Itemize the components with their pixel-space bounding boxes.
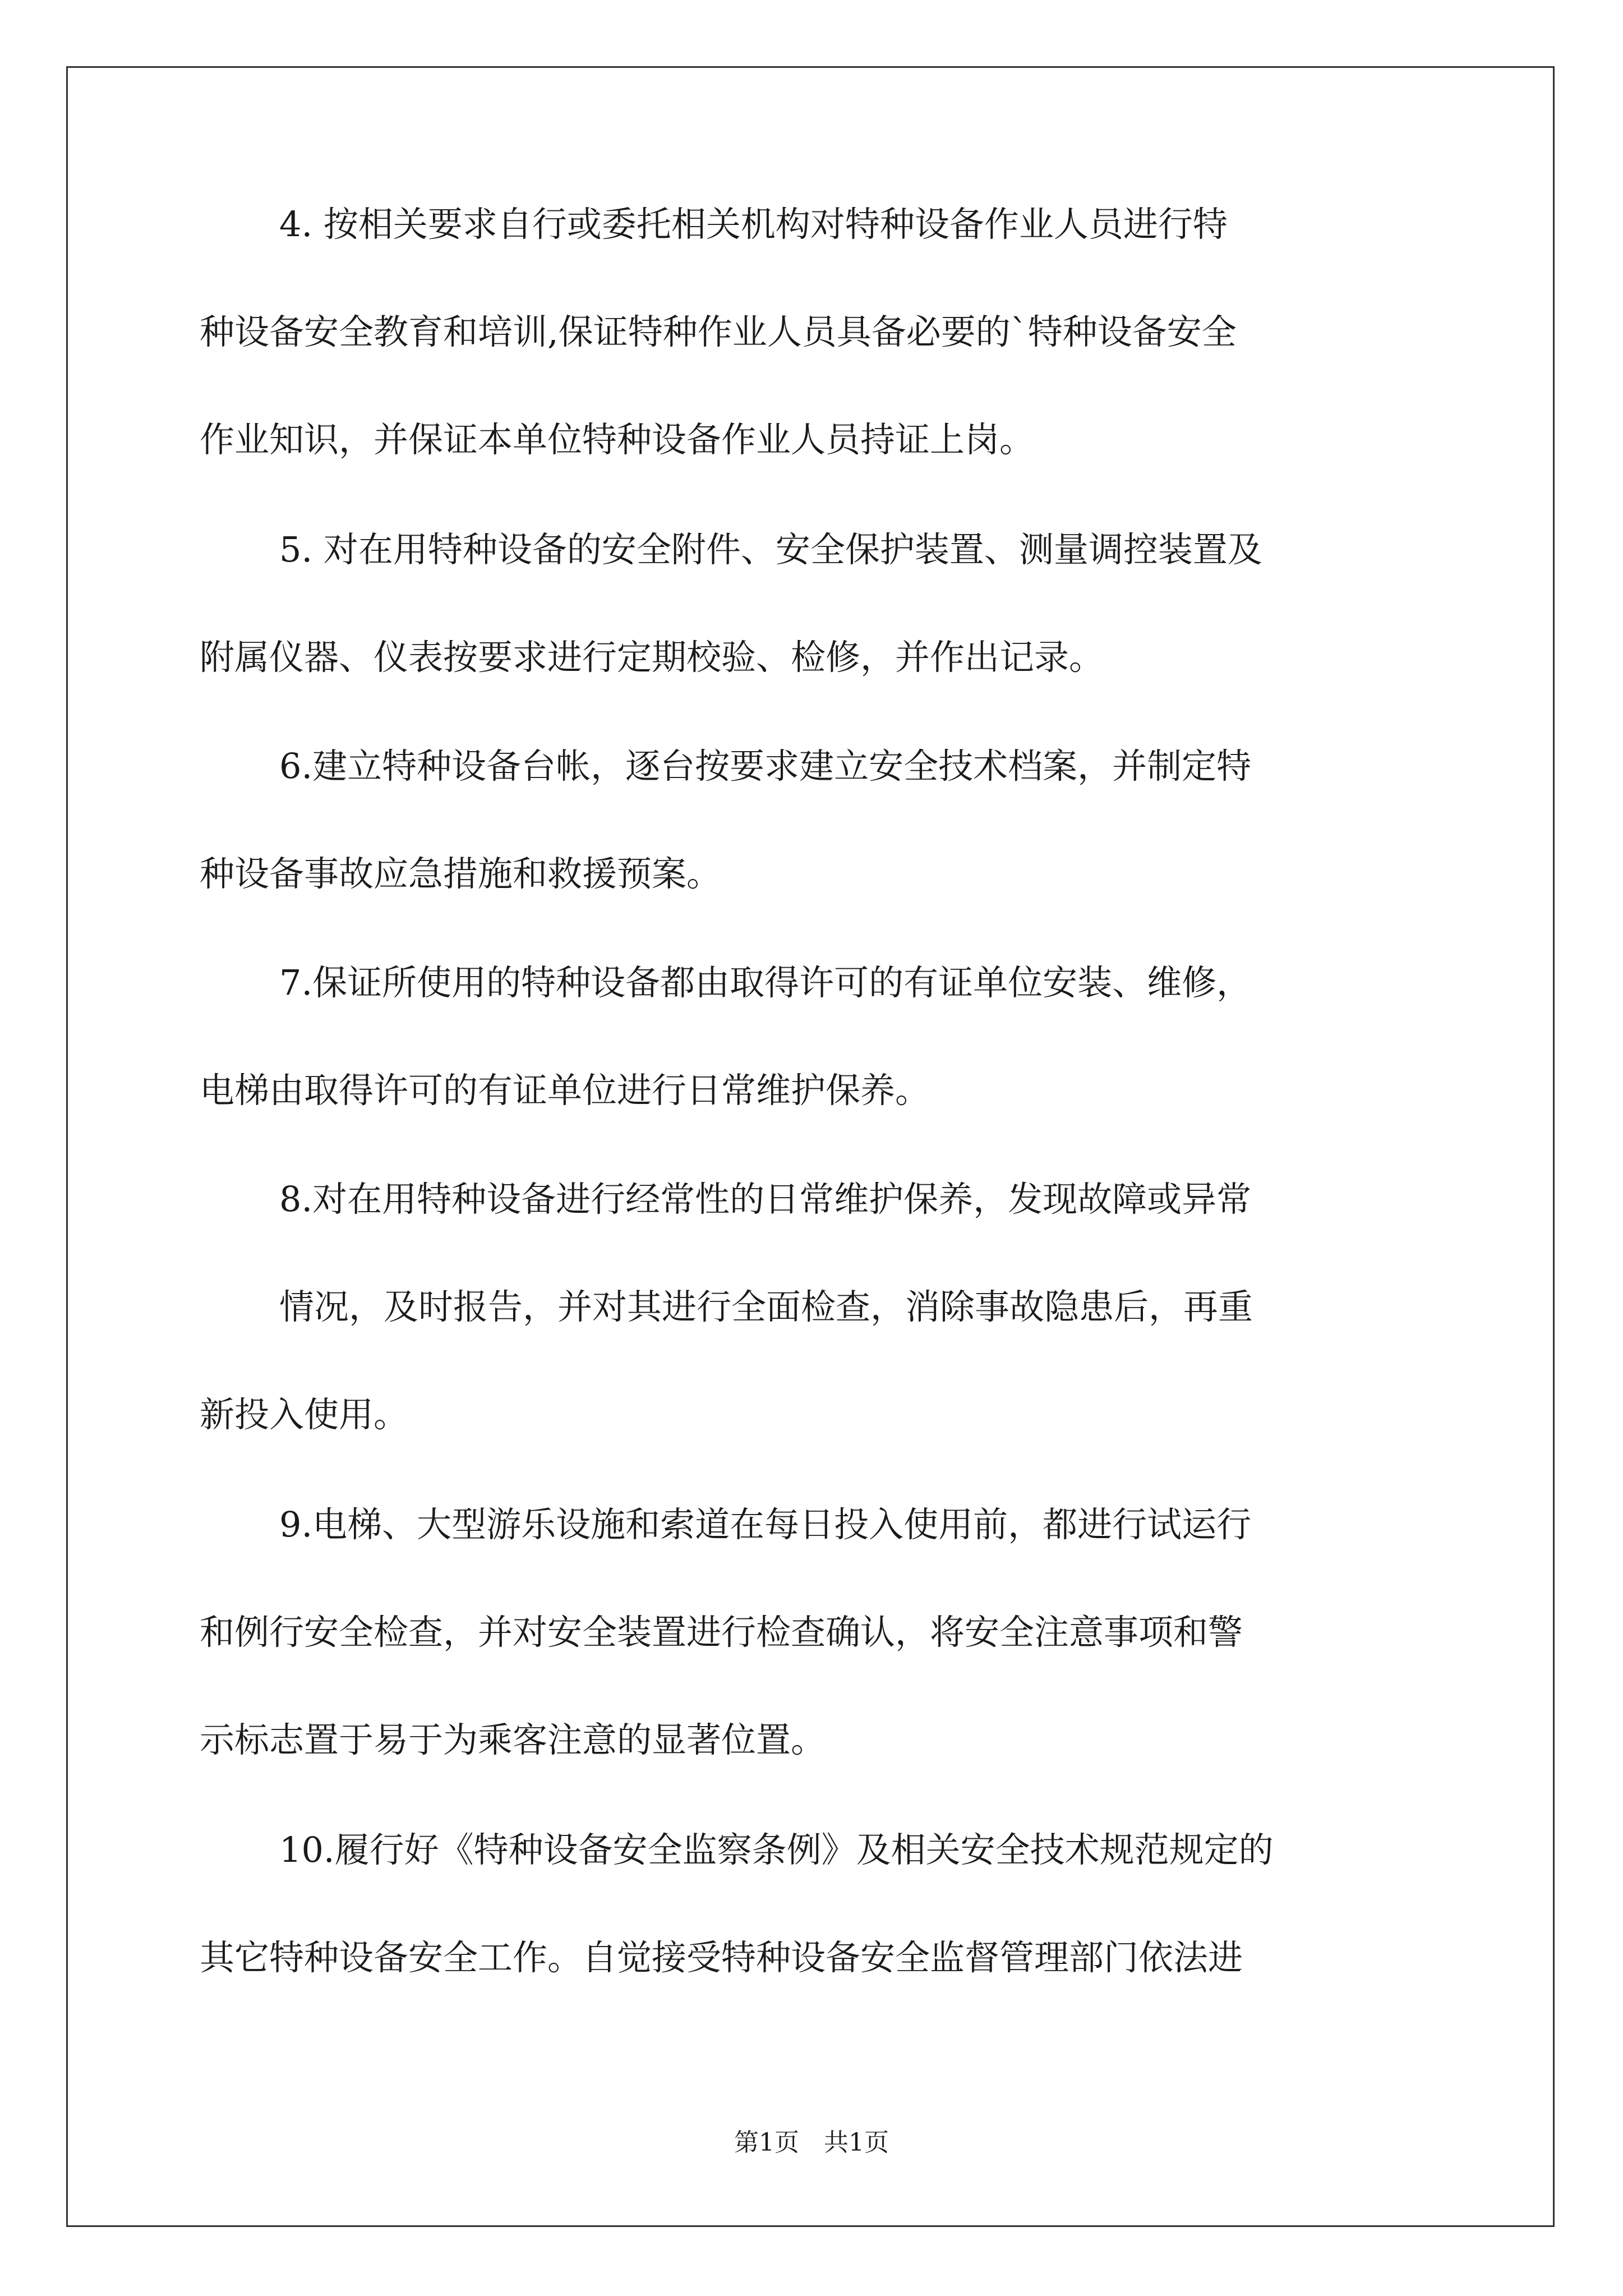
paragraph-8-line-2: 情况，及时报告，并对其进行全面检查，消除事故隐患后，再重 [279, 1286, 1253, 1327]
paragraph-5-line-1: 5. 对在用特种设备的安全附件、安全保护装置、测量调控装置及 [279, 529, 1262, 570]
paragraph-4-line-1: 4. 按相关要求自行或委托相关机构对特种设备作业人员进行特 [279, 204, 1228, 245]
paragraph-9-line-1: 9.电梯、大型游乐设施和索道在每日投入使用前，都进行试运行 [279, 1504, 1252, 1545]
paragraph-6-line-2: 种设备事故应急措施和救援预案。 [200, 853, 722, 894]
page-footer [0, 2127, 1623, 2159]
paragraph-4-line-2: 种设备安全教育和培训,保证特种作业人员具备必要的`特种设备安全 [200, 311, 1237, 352]
paragraph-10-line-1: 10.履行好《特种设备安全监察条例》及相关安全技术规范规定的 [279, 1829, 1274, 1870]
paragraph-7-line-2: 电梯由取得许可的有证单位进行日常维护保养。 [200, 1070, 930, 1111]
paragraph-8-line-1: 8.对在用特种设备进行经常性的日常维护保养，发现故障或异常 [279, 1179, 1252, 1220]
page-border [66, 66, 1555, 2227]
paragraph-6-line-1: 6.建立特种设备台帐，逐台按要求建立安全技术档案，并制定特 [279, 746, 1252, 786]
paragraph-7-line-1: 7.保证所使用的特种设备都由取得许可的有证单位安装、维修， [279, 962, 1252, 1003]
current-page-label: 第1页 [734, 2128, 799, 2157]
paragraph-5-line-2: 附属仪器、仪表按要求进行定期校验、检修，并作出记录。 [200, 637, 1104, 678]
paragraph-9-line-2: 和例行安全检查，并对安全装置进行检查确认，将安全注意事项和警 [200, 1612, 1243, 1653]
paragraph-4-line-3: 作业知识，并保证本单位特种设备作业人员持证上岗。 [200, 419, 1035, 460]
total-pages-label: 共1页 [824, 2128, 889, 2157]
paragraph-9-line-3: 示标志置于易于为乘客注意的显著位置。 [200, 1719, 826, 1760]
paragraph-8-line-3: 新投入使用。 [200, 1394, 409, 1435]
paragraph-10-line-2: 其它特种设备安全工作。自觉接受特种设备安全监督管理部门依法进 [200, 1937, 1243, 1978]
